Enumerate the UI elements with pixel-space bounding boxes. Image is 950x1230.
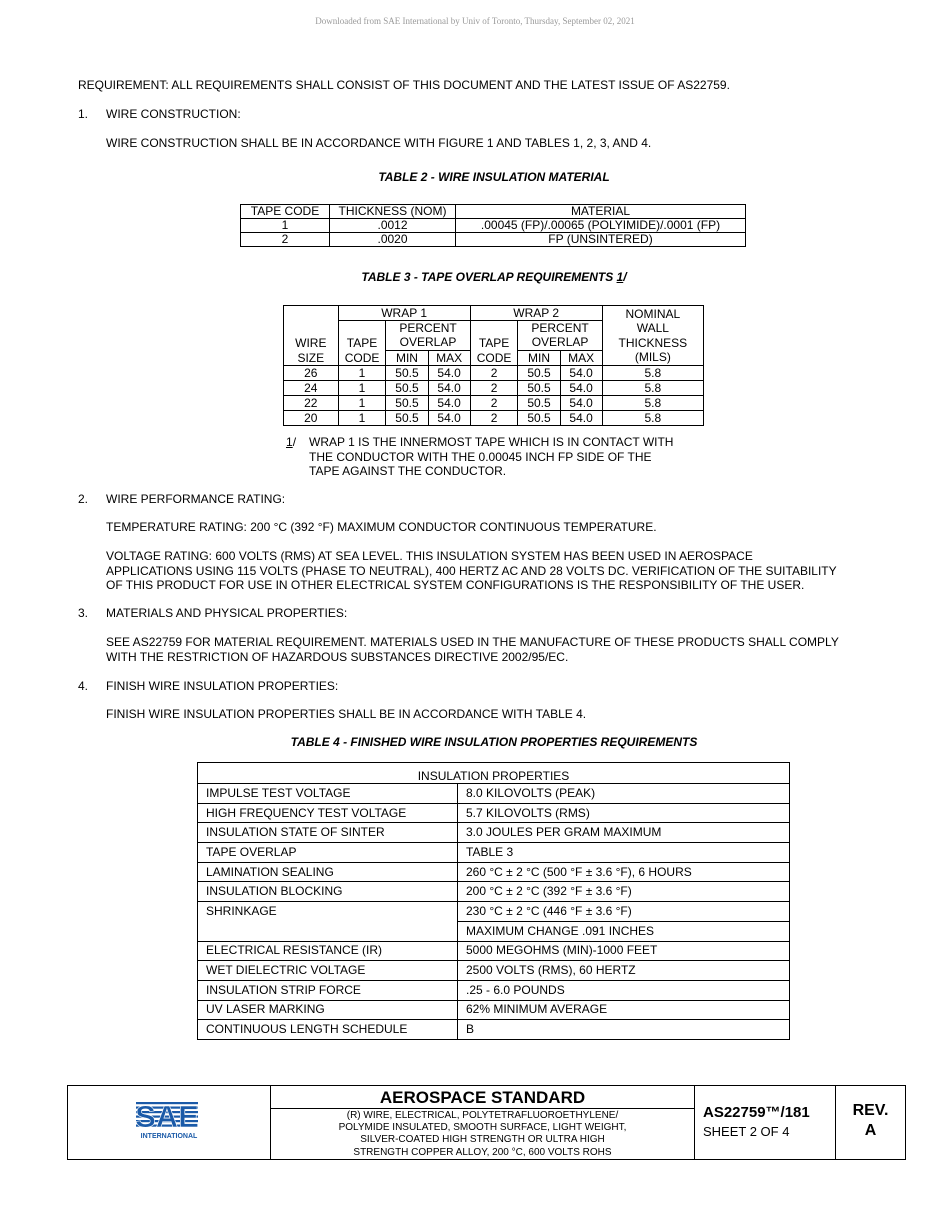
section-4-body: FINISH WIRE INSULATION PROPERTIES SHALL BE IN ACCORDANCE WITH TABLE 4. — [106, 707, 587, 721]
table-row — [198, 843, 790, 863]
table-3-caption — [0, 270, 950, 284]
table-cell: 54.0 — [428, 366, 470, 381]
table-cell: 50.5 — [518, 411, 560, 426]
table-cell: UV LASER MARKING — [198, 1000, 458, 1020]
table-cell: 54.0 — [560, 366, 602, 381]
section-3-number: 3. — [78, 606, 89, 620]
mils-label: (MILS) — [634, 350, 671, 364]
table-row — [198, 1000, 790, 1020]
table-cell: ELECTRICAL RESISTANCE (IR) — [198, 941, 458, 961]
table-cell: 20 — [284, 411, 339, 426]
requirement-statement: REQUIREMENT: ALL REQUIREMENTS SHALL CONSIST OF THIS DOCUMENT AND THE LATEST ISSUE OF AS22759. — [78, 78, 730, 92]
section-1-body: WIRE CONSTRUCTION SHALL BE IN ACCORDANCE WITH FIGURE 1 AND TABLES 1, 2, 3, AND 4. — [106, 136, 652, 150]
table-cell: 50.5 — [386, 396, 428, 411]
description-line: (R) WIRE, ELECTRICAL, POLYTETRAFLUOROETHYLENE/ — [346, 1110, 619, 1121]
section-2-number: 2. — [78, 492, 89, 506]
table-row — [284, 366, 704, 381]
table-header-cell: MATERIAL — [456, 205, 746, 219]
download-watermark: Downloaded from SAE International by Univ of Toronto, Thursday, September 02, 2021 — [315, 16, 635, 26]
table-cell: .00045 (FP)/.00065 (POLYIMIDE)/.0001 (FP) — [456, 219, 746, 233]
table-cell: 2 — [470, 366, 518, 381]
standard-type-title: AEROSPACE STANDARD — [271, 1086, 694, 1109]
table-header-cell: INSULATION PROPERTIES — [198, 763, 790, 784]
table-row — [284, 381, 704, 396]
section-3-heading: MATERIALS AND PHYSICAL PROPERTIES: — [106, 606, 348, 620]
table-cell: 8.0 KILOVOLTS (PEAK) — [458, 784, 790, 804]
table-row — [198, 784, 790, 804]
title-block-revision — [835, 1086, 905, 1159]
table-cell: .0012 — [330, 219, 456, 233]
table-cell: 2 — [241, 233, 330, 247]
table-cell: FP (UNSINTERED) — [456, 233, 746, 247]
title-block-description — [270, 1086, 694, 1159]
description-line: STRENGTH COPPER ALLOY, 200 °C, 600 VOLTS ROHS — [353, 1146, 612, 1158]
table-cell: .0020 — [330, 233, 456, 247]
table-cell: 1 — [338, 396, 386, 411]
table-cell: 54.0 — [560, 381, 602, 396]
table-cell: CONTINUOUS LENGTH SCHEDULE — [198, 1020, 458, 1040]
table-header-cell — [470, 321, 518, 366]
table-3-footnote — [286, 435, 296, 450]
table-header-cell: PERCENT — [518, 321, 602, 336]
table-cell: 54.0 — [428, 381, 470, 396]
logo-subtext: INTERNATIONAL — [140, 1133, 198, 1140]
table-cell: 1 — [338, 411, 386, 426]
table-cell: IMPULSE TEST VOLTAGE — [198, 784, 458, 804]
table-header-cell: MIN — [518, 351, 560, 366]
table-row — [241, 233, 746, 247]
table-cell: 24 — [284, 381, 339, 396]
table-cell: 50.5 — [518, 366, 560, 381]
table-header-cell: MAX — [560, 351, 602, 366]
logo-wordmark: SAE — [136, 1100, 199, 1134]
table-cell: 50.5 — [518, 396, 560, 411]
table-row — [198, 941, 790, 961]
table-3-tape-overlap — [283, 305, 704, 426]
table-2-caption: TABLE 2 - WIRE INSULATION MATERIAL — [378, 170, 610, 184]
table-cell: INSULATION STATE OF SINTER — [198, 823, 458, 843]
table-4-caption: TABLE 4 - FINISHED WIRE INSULATION PROPERTIES REQUIREMENTS — [290, 735, 698, 749]
section-3-body — [106, 635, 839, 664]
table-header-cell: MIN — [386, 351, 428, 366]
table-cell: 2 — [470, 381, 518, 396]
table-cell: 5.8 — [602, 396, 703, 411]
paragraph-line: VOLTAGE RATING: 600 VOLTS (RMS) AT SEA LEVEL. THIS INSULATION SYSTEM HAS BEEN USED IN AEROSPACE — [106, 549, 753, 563]
table-cell: WET DIELECTRIC VOLTAGE — [198, 961, 458, 981]
table-cell: B — [458, 1020, 790, 1040]
table-cell: 5.8 — [602, 411, 703, 426]
table-cell: HIGH FREQUENCY TEST VOLTAGE — [198, 803, 458, 823]
description-line: SILVER-COATED HIGH STRENGTH OR ULTRA HIGH — [360, 1134, 605, 1146]
table-header-cell — [284, 336, 339, 366]
table-cell: 22 — [284, 396, 339, 411]
document-description — [271, 1109, 694, 1159]
footnote-line: WRAP 1 IS THE INNERMOST TAPE WHICH IS IN CONTACT WITH — [309, 435, 674, 449]
table-cell: 2500 VOLTS (RMS), 60 HERTZ — [458, 961, 790, 981]
wire-label: WIRE — [295, 336, 327, 350]
table-cell: SHRINKAGE — [198, 902, 458, 941]
table-header-cell — [338, 321, 386, 366]
table-header-cell — [602, 306, 703, 366]
table-row — [198, 882, 790, 902]
table-cell: 50.5 — [386, 381, 428, 396]
table-cell: .25 - 6.0 POUNDS — [458, 980, 790, 1000]
table-cell: 5.8 — [602, 366, 703, 381]
size-label: SIZE — [297, 350, 325, 365]
table-row — [198, 862, 790, 882]
section-1-number: 1. — [78, 107, 89, 121]
footnote-slash: / — [292, 435, 297, 449]
table-row — [198, 823, 790, 843]
code-label: CODE — [344, 350, 380, 365]
table-2-wire-insulation-material — [240, 204, 746, 247]
table-cell: 2 — [470, 411, 518, 426]
table-header-cell: WRAP 1 — [338, 306, 470, 321]
table-3-caption-ref: 1 — [616, 270, 624, 284]
paragraph-line: WITH THE RESTRICTION OF HAZARDOUS SUBSTANCES DIRECTIVE 2002/95/EC. — [106, 649, 569, 664]
table-3-caption-text: TABLE 3 - TAPE OVERLAP REQUIREMENTS — [361, 270, 617, 284]
table-cell: 50.5 — [386, 366, 428, 381]
footnote-ref: 1 — [286, 435, 293, 449]
table-row — [241, 219, 746, 233]
table-cell: 260 °C ± 2 °C (500 °F ± 3.6 °F), 6 HOURS — [458, 862, 790, 882]
table-cell: 2 — [470, 396, 518, 411]
table-header-cell: THICKNESS (NOM) — [330, 205, 456, 219]
description-line: POLYMIDE INSULATED, SMOOTH SURFACE, LIGHT WEIGHT, — [338, 1122, 627, 1134]
code-label: CODE — [476, 350, 512, 365]
sheet-number: SHEET 2 OF 4 — [703, 1124, 790, 1139]
table-cell: 62% MINIMUM AVERAGE — [458, 1000, 790, 1020]
table-cell: 1 — [338, 366, 386, 381]
sae-logo — [136, 1100, 202, 1143]
paragraph-line: OF THIS PRODUCT FOR USE IN OTHER ELECTRICAL SYSTEM CONFIGURATIONS IS THE RESPONSIBILITY OF THE USER. — [106, 578, 805, 592]
table-3-footnote-text — [309, 435, 673, 479]
table-row — [284, 396, 704, 411]
tape-label: TAPE — [478, 336, 510, 350]
table-row — [198, 961, 790, 981]
table-row — [198, 763, 790, 784]
table-cell: INSULATION STRIP FORCE — [198, 980, 458, 1000]
table-cell: TABLE 3 — [458, 843, 790, 863]
table-cell: 50.5 — [518, 381, 560, 396]
table-cell: 54.0 — [560, 396, 602, 411]
table-row — [198, 803, 790, 823]
table-header-cell: OVERLAP — [518, 336, 602, 351]
paragraph-line: APPLICATIONS USING 115 VOLTS (PHASE TO NEUTRAL), 400 HERTZ AC AND 28 VOLTS DC. VERIFICATION OF THE SUITABILITY — [106, 563, 837, 578]
table-cell: 3.0 JOULES PER GRAM MAXIMUM — [458, 823, 790, 843]
table-cell: 5000 MEGOHMS (MIN)-1000 FEET — [458, 941, 790, 961]
table-cell: 50.5 — [386, 411, 428, 426]
table-row — [198, 1020, 790, 1040]
table-cell: INSULATION BLOCKING — [198, 882, 458, 902]
table-header-cell: PERCENT — [386, 321, 470, 336]
table-4-finished-wire-insulation-properties — [197, 762, 790, 1040]
revision-value: A — [864, 1122, 877, 1139]
sae-logo-mark — [136, 1100, 202, 1140]
footnote-line: TAPE AGAINST THE CONDUCTOR. — [309, 464, 507, 478]
section-1-heading: WIRE CONSTRUCTION: — [106, 107, 241, 121]
title-block — [67, 1085, 906, 1160]
footnote-line: THE CONDUCTOR WITH THE 0.00045 INCH FP SIDE OF THE — [309, 449, 652, 464]
wall-label: WALL — [636, 321, 669, 335]
table-cell: 1 — [338, 381, 386, 396]
table-cell: 230 °C ± 2 °C (446 °F ± 3.6 °F) — [458, 902, 790, 922]
table-header-cell: TAPE CODE — [241, 205, 330, 219]
table-cell: 54.0 — [560, 411, 602, 426]
table-cell: 1 — [241, 219, 330, 233]
paragraph-line: SEE AS22759 FOR MATERIAL REQUIREMENT. MATERIALS USED IN THE MANUFACTURE OF THESE PRODUCTS SHALL COMPLY — [106, 635, 839, 649]
table-cell: MAXIMUM CHANGE .091 INCHES — [458, 921, 790, 941]
table-cell: LAMINATION SEALING — [198, 862, 458, 882]
table-row — [284, 411, 704, 426]
section-2-voltage-rating — [106, 549, 837, 593]
document-number: AS22759™/181 — [703, 1104, 810, 1121]
nominal-label: NOMINAL — [625, 306, 681, 321]
table-row — [241, 205, 746, 219]
section-4-number: 4. — [78, 679, 89, 693]
table-row — [284, 306, 704, 321]
title-block-document-number — [694, 1086, 835, 1159]
table-cell: 200 °C ± 2 °C (392 °F ± 3.6 °F) — [458, 882, 790, 902]
section-2-heading: WIRE PERFORMANCE RATING: — [106, 492, 286, 506]
thickness-label: THICKNESS — [618, 335, 688, 350]
tape-label: TAPE — [346, 336, 378, 350]
table-cell: 26 — [284, 366, 339, 381]
table-header-cell: OVERLAP — [386, 336, 470, 351]
table-header-cell: WRAP 2 — [470, 306, 602, 321]
table-cell: 54.0 — [428, 396, 470, 411]
section-2-temperature-rating: TEMPERATURE RATING: 200 °C (392 °F) MAXIMUM CONDUCTOR CONTINUOUS TEMPERATURE. — [106, 520, 657, 534]
table-3-caption-slash: / — [623, 270, 627, 284]
revision-label: REV. — [852, 1102, 889, 1119]
table-row — [198, 980, 790, 1000]
table-cell: 5.7 KILOVOLTS (RMS) — [458, 803, 790, 823]
section-4-heading: FINISH WIRE INSULATION PROPERTIES: — [106, 679, 339, 693]
table-row — [198, 902, 790, 922]
table-cell: TAPE OVERLAP — [198, 843, 458, 863]
table-cell: 5.8 — [602, 381, 703, 396]
table-cell: 54.0 — [428, 411, 470, 426]
table-header-cell: MAX — [428, 351, 470, 366]
